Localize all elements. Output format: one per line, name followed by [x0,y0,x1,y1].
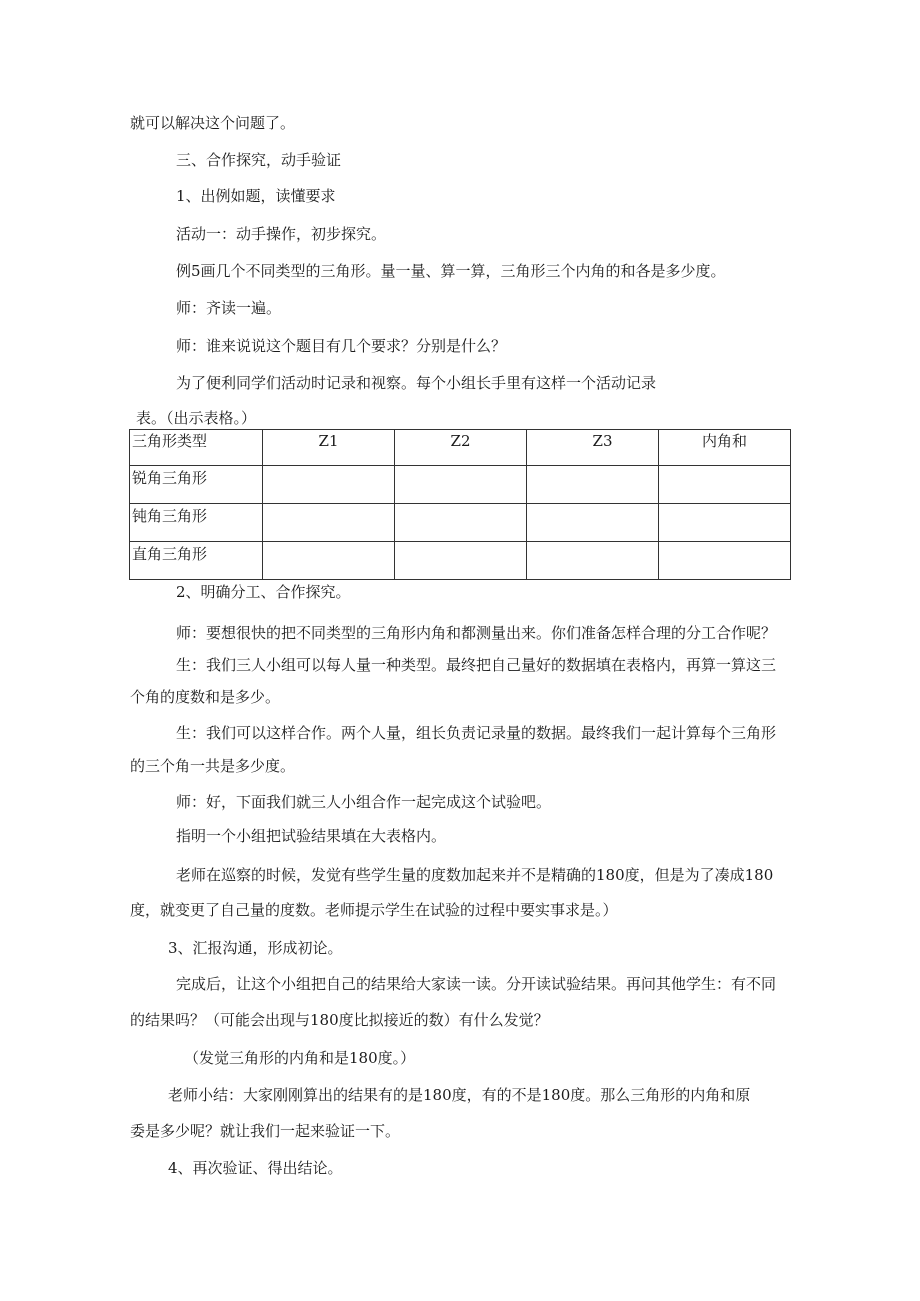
report-line2: 的结果吗？（可能会出现与180度比拟接近的数）有什么发觉？ [130,1011,549,1029]
patrol-line2: 度，就变更了自己量的度数。老师提示学生在试验的过程中要实事求是。） [130,901,618,919]
table-row [130,542,791,580]
student1-line1: 生：我们三人小组可以每人量一种类型。最终把自己量好的数据填在表格内，再算一算这三 [176,656,777,674]
step1-heading: 1、出例如题，读懂要求 [176,187,336,205]
table-cell-empty [263,504,395,542]
step2-heading: 2、明确分工、合作探究。 [176,583,351,601]
table-cell-empty [527,466,659,504]
table-header-cell: 三角形类型 [130,430,263,466]
table-header-cell: 内角和 [659,430,791,466]
teacher-read-text: 师：齐读一遍。 [176,299,282,317]
table-header-row [130,430,791,466]
table-row-type: 锐角三角形 [130,466,263,504]
activity1-text: 活动一：动手操作，初步探究。 [176,225,387,243]
activity-record-table [129,429,791,580]
table-row [130,504,791,542]
table-cell-empty [263,542,395,580]
summary-line2: 委是多少呢？就让我们一起来验证一下。 [130,1122,401,1140]
record-para-line1: 为了便利同学们活动时记录和视察。每个小组长手里有这样一个活动记录 [176,374,657,392]
table-header-cell: Z1 [263,430,395,466]
teacher-division-text: 师：要想很快的把不同类型的三角形内角和都测量出来。你们准备怎样合理的分工合作呢？ [176,624,777,642]
teacher-ok-text: 师：好，下面我们就三人小组合作一起完成这个试验吧。 [176,793,552,811]
table-cell-empty [395,542,527,580]
discovery-text: （发觉三角形的内角和是180度。） [184,1049,416,1067]
instruct-fill-text: 指明一个小组把试验结果填在大表格内。 [176,827,447,845]
table-row-type: 钝角三角形 [130,504,263,542]
table-row [130,466,791,504]
table-cell-empty [395,466,527,504]
table-cell-empty [263,466,395,504]
table-header-cell: Z2 [395,430,527,466]
student2-line1: 生：我们可以这样合作。两个人量，组长负责记录量的数据。最终我们一起计算每个三角形 [176,724,777,742]
report-line1: 完成后，让这个小组把自己的结果给大家读一读。分开读试验结果。再问其他学生：有不同 [176,975,777,993]
table-cell-empty [527,504,659,542]
table-cell-empty [659,542,791,580]
table-cell-empty [527,542,659,580]
summary-line1: 老师小结：大家刚刚算出的结果有的是180度，有的不是180度。那么三角形的内角和原 [168,1086,751,1104]
table-header-cell: Z3 [527,430,659,466]
table-row-type: 直角三角形 [130,542,263,580]
record-para-line2: 表。（出示表格。） [136,409,257,427]
teacher-question-text: 师：谁来说说这个题目有几个要求？分别是什么？ [176,337,507,355]
table-cell-empty [395,504,527,542]
student2-line2: 的三个角一共是多少度。 [130,757,296,775]
patrol-line1: 老师在巡察的时候，发觉有些学生量的度数加起来并不是精确的180度，但是为了凑成180 [176,866,774,884]
step3-heading: 3、汇报沟通，形成初论。 [168,939,343,957]
student1-line2: 个角的度数和是多少。 [130,688,281,706]
table-cell-empty [659,466,791,504]
example5-text: 例5画几个不同类型的三角形。量一量、算一算，三角形三个内角的和各是多少度。 [176,262,726,280]
intro-line: 就可以解决这个问题了。 [130,114,296,132]
step4-heading: 4、再次验证、得出结论。 [168,1159,343,1177]
table-cell-empty [659,504,791,542]
section3-heading: 三、合作探究，动手验证 [176,151,342,169]
